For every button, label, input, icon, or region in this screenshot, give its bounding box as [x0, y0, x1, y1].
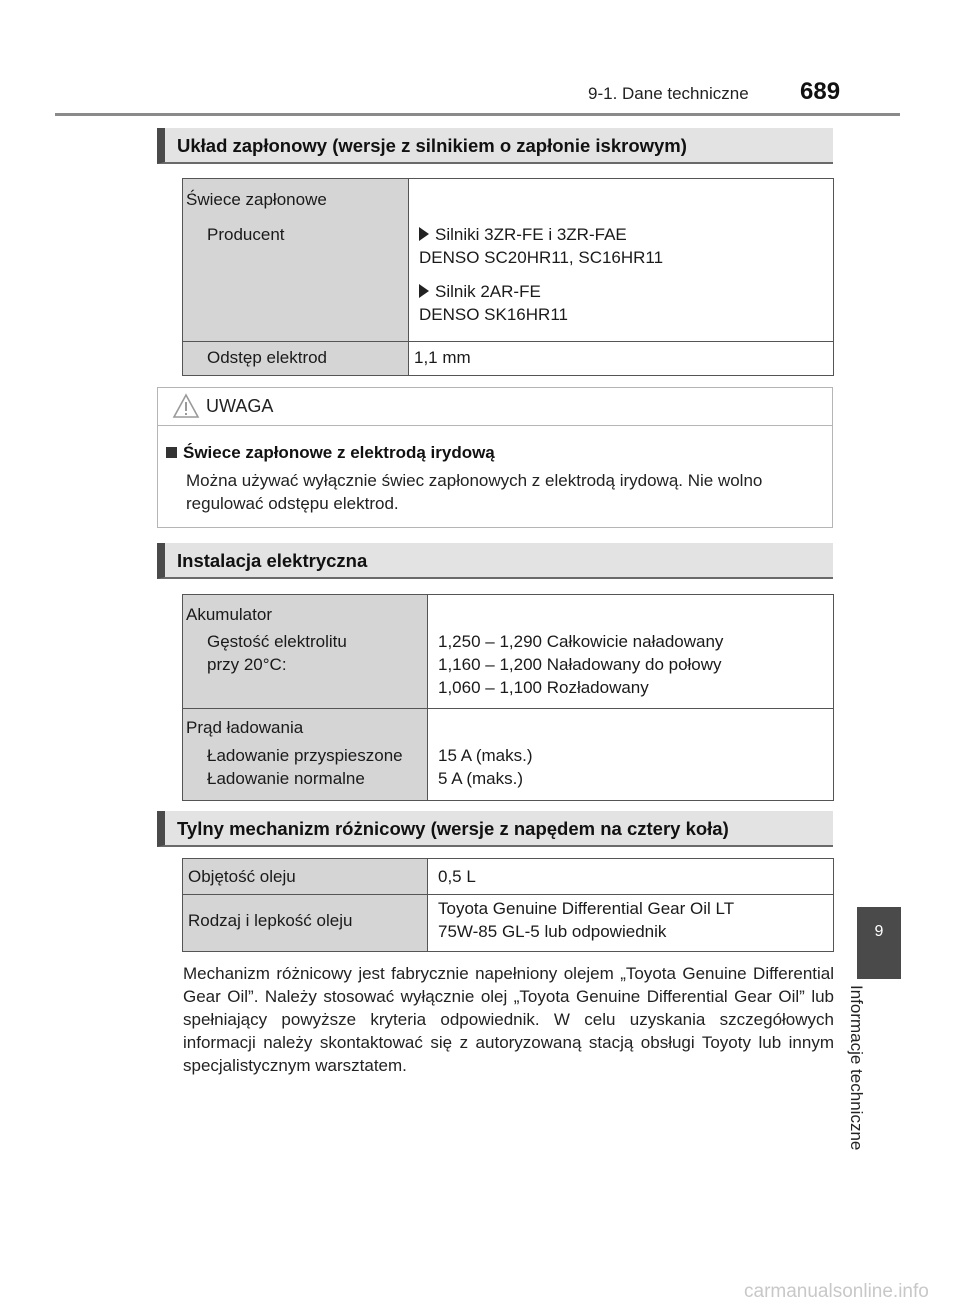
square-bullet-icon	[166, 447, 177, 458]
warning-header	[158, 388, 832, 426]
normal-charge-label: Ładowanie normalne	[207, 769, 365, 788]
warning-subtitle-text: Świece zapłonowe z elektrodą irydową	[183, 443, 495, 462]
oil-volume-value: 0,5 L	[438, 867, 476, 886]
density-value: 1,250 – 1,290 Całkowicie naładowany	[438, 632, 724, 651]
electrode-gap-value: 1,1 mm	[414, 348, 471, 367]
table-cell-label	[183, 179, 409, 342]
table-cell-value	[428, 709, 834, 801]
section-header-differential	[157, 811, 833, 847]
oil-type-value-line1: Toyota Genuine Differential Gear Oil LT	[438, 899, 735, 918]
table-cell-value	[409, 342, 834, 376]
arrow-right-icon	[419, 227, 429, 241]
table-cell-label	[183, 859, 428, 895]
section-title-ignition: Układ zapłonowy (wersje z silnikiem o zapłonie iskrowym)	[177, 135, 687, 156]
fast-charge-label: Ładowanie przyspieszone	[207, 746, 403, 765]
table-cell-value	[428, 895, 834, 952]
table-row	[183, 179, 834, 342]
page-number: 689	[800, 78, 841, 105]
engine-1-text: Silniki 3ZR-FE i 3ZR-FAE	[435, 225, 627, 244]
section-header-electrical	[157, 543, 833, 579]
manufacturer-label: Producent	[207, 225, 285, 244]
table-row	[183, 342, 834, 376]
table-cell-label	[183, 342, 409, 376]
section-title: 9-1. Dane techniczne	[588, 84, 749, 103]
table-cell-value	[428, 595, 834, 709]
differential-note: Mechanizm różnicowy jest fabrycznie napełniony olejem „Toyota Genuine Differential Gear Oil”. Należy stosować wyłącznie olej „Toyota Genuine Differential Gear Oil” lub spełniający powyższe kryteria odpowiednik. W celu uzyskania szczegółowych informacji należy skontaktować się z autoryzowaną stacją obsługi Toyoty lub innym specjalistycznym warsztatem.	[183, 964, 834, 1075]
chapter-label	[847, 985, 888, 1185]
engine-1-value: DENSO SC20HR11, SC16HR11	[419, 248, 664, 267]
electrical-table	[182, 594, 834, 801]
watermark: carmanualsonline.info	[744, 1281, 929, 1302]
section-header-ignition	[157, 128, 833, 164]
spark-plugs-label: Świece zapłonowe	[186, 190, 327, 209]
table-cell-label	[183, 709, 428, 801]
section-title-electrical: Instalacja elektryczna	[177, 550, 368, 571]
engine-2-label	[419, 282, 541, 302]
density-label-line1: Gęstość elektrolitu	[207, 632, 347, 651]
chapter-number: 9	[874, 923, 884, 940]
engine-1-label	[419, 225, 627, 245]
section-title-differential: Tylny mechanizm różnicowy (wersje z napędem na cztery koła)	[177, 818, 729, 839]
warning-box	[157, 387, 833, 528]
differential-table	[182, 858, 834, 952]
chapter-tab	[857, 907, 901, 979]
density-value: 1,060 – 1,100 Rozładowany	[438, 678, 649, 697]
table-row	[183, 595, 834, 709]
table-cell-label	[183, 895, 428, 952]
density-label-line2: przy 20°C:	[207, 655, 287, 674]
table-row	[183, 709, 834, 801]
warning-body: Można używać wyłącznie świec zapłonowych z elektrodą irydową. Nie wolno regulować odstępu elektrod.	[186, 471, 763, 513]
arrow-right-icon	[419, 284, 429, 298]
warning-triangle-icon	[172, 393, 200, 419]
oil-type-label: Rodzaj i lepkość oleju	[188, 911, 353, 930]
fast-charge-value: 15 A (maks.)	[438, 746, 533, 765]
table-row	[183, 859, 834, 895]
header-rule	[55, 113, 900, 116]
table-cell-value	[409, 179, 834, 342]
ignition-table	[182, 178, 834, 376]
table-cell-label	[183, 595, 428, 709]
density-value: 1,160 – 1,200 Naładowany do połowy	[438, 655, 722, 674]
normal-charge-value: 5 A (maks.)	[438, 769, 524, 788]
table-row	[183, 895, 834, 952]
oil-volume-label: Objętość oleju	[188, 867, 296, 886]
battery-label: Akumulator	[186, 605, 272, 624]
oil-type-value-line2: 75W-85 GL-5 lub odpowiednik	[438, 922, 667, 941]
charge-current-label: Prąd ładowania	[186, 718, 304, 737]
warning-title: UWAGA	[206, 396, 274, 416]
warning-subtitle	[166, 443, 495, 463]
electrode-gap-label: Odstęp elektrod	[207, 348, 328, 367]
chapter-label-text: Informacje techniczne	[847, 985, 866, 1151]
engine-2-text: Silnik 2AR-FE	[435, 282, 541, 301]
engine-2-value: DENSO SK16HR11	[419, 305, 568, 324]
table-cell-value	[428, 859, 834, 895]
